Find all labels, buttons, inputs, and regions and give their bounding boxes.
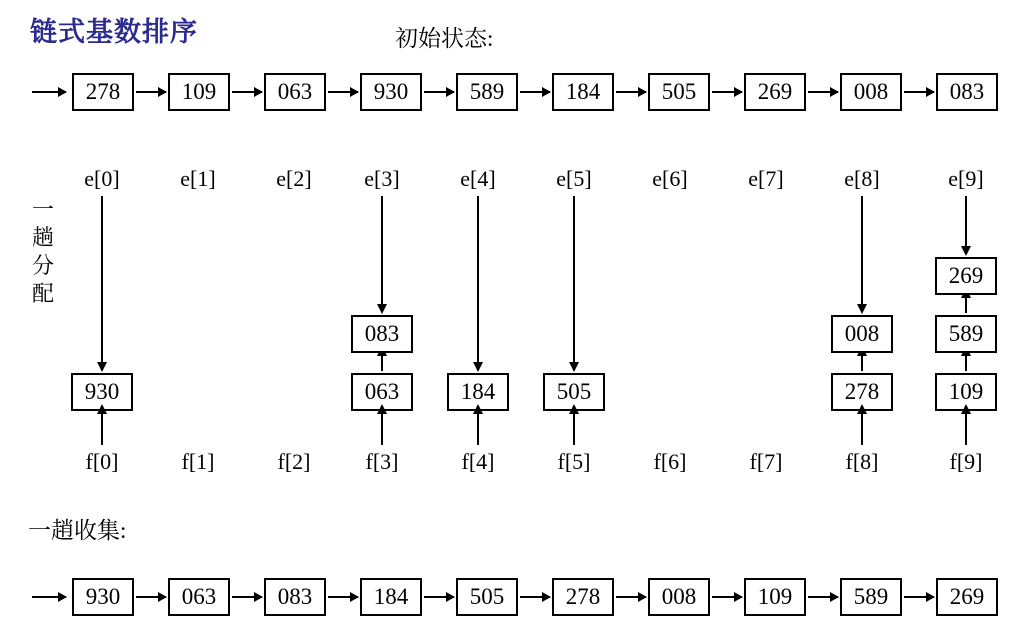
collected-node: 930	[72, 578, 134, 616]
initial-node: 063	[264, 73, 326, 111]
collected-node: 109	[744, 578, 806, 616]
e-label: e[1]	[180, 166, 216, 191]
initial-node: 184	[552, 73, 614, 111]
collected-head-arrow	[32, 596, 66, 598]
f-label: f[5]	[557, 449, 591, 474]
initial-link-arrow	[232, 91, 262, 93]
f-label: f[3]	[365, 449, 399, 474]
collected-node: 083	[264, 578, 326, 616]
initial-link-arrow	[520, 91, 550, 93]
initial-link-arrow	[904, 91, 934, 93]
collected-node: 278	[552, 578, 614, 616]
initial-node: 008	[840, 73, 902, 111]
e-label: e[7]	[748, 166, 784, 191]
distribution-caption: 一 趟 分 配	[31, 197, 54, 306]
e-pointer-arrow	[101, 196, 103, 363]
e-label: e[5]	[556, 166, 592, 191]
initial-node: 083	[936, 73, 998, 111]
collected-link-arrow	[424, 596, 454, 598]
f-label: f[9]	[949, 449, 983, 474]
initial-node: 278	[72, 73, 134, 111]
f-label: f[6]	[653, 449, 687, 474]
collected-node: 063	[168, 578, 230, 616]
e-pointer-arrow	[861, 196, 863, 305]
f-pointer-arrow	[381, 413, 383, 445]
e-label: e[6]	[652, 166, 688, 191]
bucket-node: 109	[935, 373, 997, 411]
e-label: e[9]	[948, 166, 984, 191]
e-label: e[4]	[460, 166, 496, 191]
initial-node: 930	[360, 73, 422, 111]
collected-link-arrow	[904, 596, 934, 598]
collect-label: 一趙收集:	[28, 518, 127, 543]
initial-node: 505	[648, 73, 710, 111]
bucket-link-arrow	[381, 355, 383, 371]
e-pointer-arrow	[381, 196, 383, 305]
initial-link-arrow	[616, 91, 646, 93]
f-pointer-arrow	[101, 413, 103, 445]
f-pointer-arrow	[861, 413, 863, 445]
e-label: e[8]	[844, 166, 880, 191]
f-label: f[4]	[461, 449, 495, 474]
collected-node: 589	[840, 578, 902, 616]
bucket-node: 278	[831, 373, 893, 411]
initial-link-arrow	[808, 91, 838, 93]
bucket-node: 589	[935, 315, 997, 353]
f-pointer-arrow	[573, 413, 575, 445]
bucket-node: 930	[71, 373, 133, 411]
bucket-node: 184	[447, 373, 509, 411]
initial-node: 109	[168, 73, 230, 111]
collected-node: 008	[648, 578, 710, 616]
f-pointer-arrow	[965, 413, 967, 445]
bucket-node: 063	[351, 373, 413, 411]
bucket-link-arrow	[965, 355, 967, 371]
collected-link-arrow	[328, 596, 358, 598]
f-label: f[7]	[749, 449, 783, 474]
e-label: e[0]	[84, 166, 120, 191]
bucket-node: 083	[351, 315, 413, 353]
collected-node: 505	[456, 578, 518, 616]
e-pointer-arrow	[477, 196, 479, 363]
collected-link-arrow	[712, 596, 742, 598]
e-label: e[2]	[276, 166, 312, 191]
e-label: e[3]	[364, 166, 400, 191]
initial-node: 269	[744, 73, 806, 111]
initial-link-arrow	[136, 91, 166, 93]
page-title: 链式基数排序	[30, 17, 198, 47]
collected-node: 269	[936, 578, 998, 616]
f-label: f[2]	[277, 449, 311, 474]
initial-link-arrow	[424, 91, 454, 93]
collected-link-arrow	[616, 596, 646, 598]
bucket-node: 269	[935, 257, 997, 295]
bucket-node: 505	[543, 373, 605, 411]
initial-state-label: 初始状态:	[395, 26, 494, 51]
initial-link-arrow	[712, 91, 742, 93]
f-label: f[8]	[845, 449, 879, 474]
bucket-link-arrow	[965, 297, 967, 313]
list-head-arrow	[32, 91, 66, 93]
f-pointer-arrow	[477, 413, 479, 445]
initial-node: 589	[456, 73, 518, 111]
bucket-node: 008	[831, 315, 893, 353]
bucket-link-arrow	[861, 355, 863, 371]
collected-link-arrow	[808, 596, 838, 598]
collected-link-arrow	[520, 596, 550, 598]
f-label: f[0]	[85, 449, 119, 474]
f-label: f[1]	[181, 449, 215, 474]
e-pointer-arrow	[573, 196, 575, 363]
collected-node: 184	[360, 578, 422, 616]
collected-link-arrow	[232, 596, 262, 598]
e-pointer-arrow	[965, 196, 967, 247]
collected-link-arrow	[136, 596, 166, 598]
initial-link-arrow	[328, 91, 358, 93]
